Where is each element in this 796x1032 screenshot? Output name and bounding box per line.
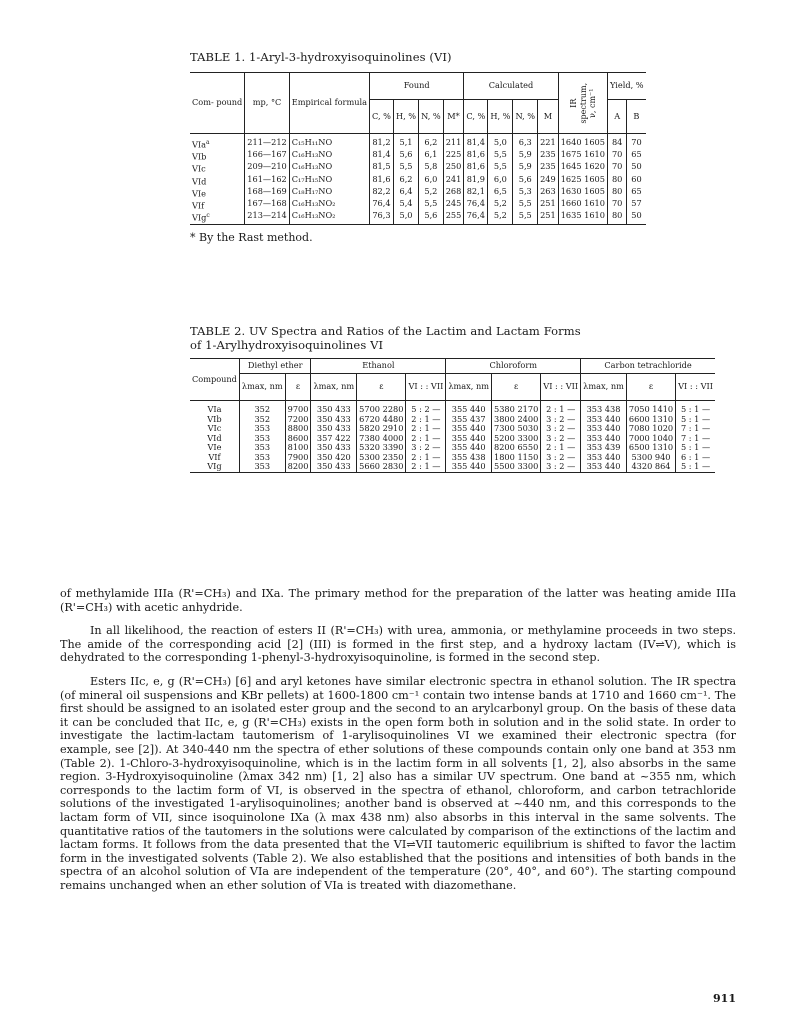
table1-cell-compound	[190, 199, 245, 211]
table1-cell-found: 6,2	[419, 134, 444, 151]
table1-cell-found: 225	[443, 150, 464, 162]
table1-header-compound: Com- pound	[190, 73, 245, 134]
table2-cell-ethanol-eps: 5300 2350	[357, 453, 406, 463]
table2-cell-ether-eps: 8200	[285, 462, 311, 472]
table1-header-formula: Empirical formula	[289, 73, 369, 134]
table2-sub-lmax: λmax, nm	[311, 374, 357, 401]
table2-cell-ccl4-ratio: 7 : 1 —	[680, 432, 711, 443]
table2-sub-eps: ε	[492, 374, 541, 401]
table1-body	[190, 134, 646, 225]
table1-cell-yield-a: 70	[607, 150, 626, 162]
table1-cell-calc: 76,4	[464, 199, 488, 211]
table2-cell-ethanol-lmax: 350 433	[311, 462, 357, 472]
table2-cell-ether-lmax: 353	[239, 424, 285, 434]
table1-sub-found-n: N, %	[419, 99, 444, 133]
table1-sub-found-c: C, %	[369, 99, 393, 133]
table1-header-ir: IR spectrum, ν, cm⁻¹	[558, 73, 607, 134]
table2-cell-ccl4-eps: 6600 1310	[626, 415, 675, 425]
table1-footnote: * By the Rast method.	[190, 230, 313, 244]
table1-cell-calc: 5,0	[488, 134, 513, 151]
table1-cell-calc: 5,3	[513, 187, 538, 199]
table1-cell-calc: 251	[538, 211, 559, 224]
table1-cell-mp: 166—167	[245, 150, 289, 162]
table1-cell-calc: 5,5	[513, 199, 538, 211]
table2-cell-ether-lmax: 353	[239, 453, 285, 463]
table2-cell-ether-eps: 8800	[285, 424, 311, 434]
table1-cell-found: 6,1	[419, 150, 444, 162]
table2-cell-ccl4-eps: 4320 864	[626, 462, 675, 472]
table2-cell-ethanol-ratio: 5 : 2 —	[406, 401, 446, 415]
table2-cell-ccl4-lmax: 353 440	[581, 453, 627, 463]
table1-cell-formula: C₁₆H₁₃NO	[289, 150, 369, 162]
table2-group-ethanol: Ethanol	[311, 359, 446, 374]
table2-cell-ccl4-lmax: 353 438	[581, 401, 627, 415]
table1-cell-found: 6,2	[393, 175, 418, 187]
table1-cell-mp: 211—212	[245, 134, 289, 151]
table1-cell-yield-b: 60	[631, 173, 642, 184]
table1-cell-mp: 161—162	[245, 175, 289, 187]
table2-cell-ethanol-lmax: 350 433	[311, 415, 357, 425]
table2-sub-eps: ε	[285, 374, 311, 401]
table2-cell-ethanol-eps: 7380 4000	[357, 434, 406, 444]
table1-cell-calc: 6,3	[513, 134, 538, 151]
table2-cell-ccl4-eps: 6500 1310	[626, 443, 675, 453]
table1-cell-calc: 5,2	[488, 211, 513, 224]
table1-cell-calc: 5,2	[488, 199, 513, 211]
table1-cell-found: 5,5	[393, 162, 418, 174]
table1-cell-found: 5,0	[393, 211, 418, 224]
table2-cell-ccl4-lmax: 353 440	[581, 424, 627, 434]
table2-cell-chloroform-eps: 1800 1150	[492, 453, 541, 463]
table1-cell-found: 81,2	[369, 134, 393, 151]
footnote-marker: c	[206, 212, 210, 220]
table2-cell-ccl4-eps: 7080 1020	[626, 424, 675, 434]
table2-cell-ethanol-ratio: 2 : 1 —	[406, 415, 446, 425]
table2-cell-compound: VIg	[190, 462, 239, 472]
table2-sub-eps: ε	[357, 374, 406, 401]
table1-caption: TABLE 1. 1-Aryl-3-hydroxyisoquinolines (VI)	[190, 50, 452, 64]
table1-cell-calc: 5,9	[513, 162, 538, 174]
table2-cell-chloroform-ratio: 2 : 1 —	[541, 401, 581, 415]
table2-cell-chloroform-lmax: 355 440	[446, 443, 492, 453]
table1-cell-ir: 1640 1605	[558, 134, 607, 151]
table1-cell-found: 5,2	[419, 187, 444, 199]
table2-cell-chloroform-lmax: 355 440	[446, 462, 492, 472]
table1-cell-compound	[190, 211, 245, 224]
table2-sub-ratio: VI : : VII	[541, 374, 581, 401]
table1-header-mp: mp, °C	[245, 73, 289, 134]
table2-cell-ethanol-eps: 6720 4480	[357, 415, 406, 425]
table2-cell-chloroform-ratio: 2 : 1 —	[541, 443, 581, 453]
table1-sub-yield-a: A	[607, 99, 626, 133]
table1-cell-calc: 6,5	[488, 187, 513, 199]
table1-cell-calc: 81,4	[464, 134, 488, 151]
table1-cell-found: 5,8	[419, 162, 444, 174]
paragraph-2: In all likelihood, the reaction of esters II (R'=CH₃) with urea, ammonia, or methylamine proceeds in two steps. The amide of the corresponding acid [2] (III) is formed in the first step, and a hydroxy lactam (IV⇌V), which is dehydrated to the corresponding 1-phenyl-3-hydroxyisoquinoline, is formed in the second step.	[60, 624, 736, 665]
table1-cell-mp: 213—214	[245, 211, 289, 224]
table1-cell-yield-b: 70	[631, 137, 642, 147]
table1-cell-found: 268	[443, 187, 464, 199]
table1-cell-found: 241	[443, 175, 464, 187]
table2-cell-ccl4-ratio: 5 : 1 —	[680, 404, 711, 414]
table1-cell-calc: 81,6	[464, 162, 488, 174]
table2-group-chloroform: Chloroform	[446, 359, 581, 374]
table1-cell-formula: C₁₆H₁₃NO	[289, 162, 369, 174]
table2-subheader-row	[190, 374, 715, 401]
table1-cell-ir: 1635 1610	[558, 211, 607, 224]
table2-cell-ccl4-eps: 7050 1410	[626, 401, 675, 415]
table2-cell-chloroform-lmax: 355 438	[446, 453, 492, 463]
table2-sub-lmax: λmax, nm	[581, 374, 627, 401]
table1-cell-found: 5,5	[419, 199, 444, 211]
table2-cell-chloroform-eps: 5200 3300	[492, 434, 541, 444]
table2-cell-ccl4-lmax: 353 439	[581, 443, 627, 453]
table1-cell-mp: 167—168	[245, 199, 289, 211]
table1-cell-calc: 82,1	[464, 187, 488, 199]
table1-sub-found-m: M*	[443, 99, 464, 133]
table2-group-ether: Diethyl ether	[239, 359, 311, 374]
table2-cell-chloroform-eps: 5380 2170	[492, 401, 541, 415]
table2-cell-ethanol-ratio: 2 : 1 —	[406, 424, 446, 434]
table1-cell-compound	[190, 187, 245, 199]
table2-cell-compound: VIb	[190, 415, 239, 425]
table1-cell-calc: 5,5	[488, 162, 513, 174]
table1-row	[190, 162, 646, 174]
table2-cell-chloroform-lmax: 355 437	[446, 415, 492, 425]
footnote-marker: a	[206, 139, 210, 146]
table1-cell-ir: 1625 1605	[558, 175, 607, 187]
table2-cell-ethanol-lmax: 350 433	[311, 401, 357, 415]
table1-cell-found: 245	[443, 199, 464, 211]
table1-cell-found: 81,5	[369, 162, 393, 174]
table1-cell-compound	[190, 162, 245, 174]
compound-name: VIf	[192, 200, 205, 211]
table1-cell-calc: 6,0	[488, 175, 513, 187]
table2-cell-chloroform-lmax: 355 440	[446, 424, 492, 434]
table2-cell-ethanol-ratio: 2 : 1 —	[406, 453, 446, 463]
table1-cell-found: 250	[443, 162, 464, 174]
table1-cell-yield-b: 50	[627, 211, 646, 224]
compound-name: VIe	[192, 188, 206, 199]
table2-cell-ccl4-ratio: 5 : 1 —	[680, 442, 711, 452]
table2-cell-chloroform-eps: 8200 6550	[492, 443, 541, 453]
table1-cell-found: 6,0	[419, 175, 444, 187]
table2-cell-compound: VIc	[190, 424, 239, 434]
table2-body	[190, 401, 715, 473]
table2-cell-ethanol-lmax: 350 433	[311, 424, 357, 434]
table2-cell-ccl4-lmax: 353 440	[581, 462, 627, 472]
table2-cell-ethanol-ratio: 2 : 1 —	[406, 434, 446, 444]
table2-cell-ethanol-ratio: 2 : 1 —	[406, 462, 446, 472]
table1-cell-calc: 5,6	[513, 175, 538, 187]
compound-name: VIc	[192, 164, 206, 175]
table2-cell-ccl4-eps: 7000 1040	[626, 434, 675, 444]
table2-cell-ccl4-ratio: 5 : 1 —	[680, 413, 711, 424]
page-number: 911	[713, 992, 736, 1005]
table1-cell-calc: 5,9	[513, 150, 538, 162]
table1-cell-found: 255	[443, 211, 464, 224]
table2-cell-ether-eps: 8600	[285, 434, 311, 444]
table1-cell-ir: 1675 1610	[558, 150, 607, 162]
table1-cell-yield-b: 65	[631, 185, 642, 196]
compound-name: VIg	[192, 213, 207, 224]
compound-name: VIb	[192, 151, 207, 162]
table2-sub-lmax: λmax, nm	[446, 374, 492, 401]
table1-cell-calc: 5,5	[513, 211, 538, 224]
table1-header-yield: Yield, %	[607, 73, 645, 100]
table2-cell-ether-eps: 7900	[285, 453, 311, 463]
table1-cell-found: 76,3	[369, 211, 393, 224]
table2-cell-ccl4-eps: 5300 940	[626, 453, 675, 463]
table1-section	[190, 50, 644, 244]
table1-cell-yield-a: 80	[607, 211, 626, 224]
table1-cell-compound	[190, 150, 245, 162]
table2-sub-ratio: VI : : VII	[406, 374, 446, 401]
table2-sub-ratio: VI : : VII	[676, 374, 715, 401]
table1-cell-found: 81,4	[369, 150, 393, 162]
table1-cell-yield-b: 57	[631, 198, 642, 209]
table1-cell-yield-a: 84	[607, 134, 626, 151]
table2-cell-ccl4-ratio: 7 : 1 —	[680, 423, 711, 433]
table1-cell-found: 5,6	[393, 150, 418, 162]
table2-cell-chloroform-eps: 7300 5030	[492, 424, 541, 434]
table2-cell-ether-lmax: 353	[239, 443, 285, 453]
table2-cell-chloroform-ratio: 3 : 2 —	[541, 453, 581, 463]
table1-cell-yield-a: 70	[607, 199, 626, 211]
table2-cell-chloroform-eps: 3800 2400	[492, 415, 541, 425]
table2-cell-chloroform-ratio: 3 : 2 —	[541, 462, 581, 472]
table2-cell-compound: VIe	[190, 443, 239, 453]
table1-cell-calc: 235	[538, 162, 559, 174]
table2-row	[190, 401, 715, 415]
table1-cell-calc: 249	[538, 175, 559, 187]
table1-cell-found: 82,2	[369, 187, 393, 199]
table1-cell-yield-a: 80	[607, 175, 626, 187]
table2-cell-ethanol-ratio: 3 : 2 —	[406, 443, 446, 453]
table2-cell-ethanol-eps: 5660 2830	[357, 462, 406, 472]
table1-row	[190, 134, 646, 151]
table1-cell-found: 81,6	[369, 175, 393, 187]
paragraph-3: Esters IIc, e, g (R'=CH₃) [6] and aryl ketones have similar electronic spectra in ethanol solution. The IR spectra (of mineral oil suspensions and KBr pellets) at 1600-1800 cm⁻¹ contain two intense bands at 1710 and 1660 cm⁻¹. The first should be assigned to an isolated ester group and the second to an arylcarbonyl group. On the basis of these data it can be concluded that IIc, e, g (R'=CH₃) exists in the open form both in solution and in the solid state. In order to investigate the lactim-lactam tautomerism of 1-arylisoquinolines VI we examined their electronic spectra (for example, see [2]). At 340-440 nm the spectra of ether solutions of these compounds contain only one band at 353 nm (Table 2). 1-Chloro-3-hydroxyisoquinoline, which is in the lactim form in all solvents [1, 2], also absorbs in the same region. 3-Hydroxyisoquinoline (λmax 342 nm) [1, 2] also has a similar UV spectrum. One band at ~355 nm, which corresponds to the lactim form of VI, is observed in the spectra of ethanol, chloroform, and carbon tetrachloride solutions of the investigated 1-arylisoquinolines; another band is observed at ~440 nm, and this corresponds to the lactam form of VII, since isoquinolone IXa (λ max 438 nm) also absorbs in this interval in the same solvents. The quantitative ratios of the tautomers in the solutions were calculated by comparison of the extinctions of the lactim and lactam forms. It follows from the data presented that the VI⇌VII tautomeric equilibrium is shifted to favor the lactim form in the investigated solvents (Table 2). We also established that the positions and intensities of both bands in the spectra of an alcohol solution of VIa are independent of the temperature (20°, 40°, and 60°). The starting compound remains unchanged when an ether solution of VIa is treated with diazomethane.	[60, 674, 736, 892]
table1-cell-mp: 168—169	[245, 187, 289, 199]
table2-cell-ether-eps: 7200	[285, 415, 311, 425]
table2-cell-ether-lmax: 352	[239, 401, 285, 415]
table1-sub-calc-m: M	[538, 99, 559, 133]
table2-cell-chloroform-ratio: 3 : 2 —	[541, 415, 581, 425]
table2-section	[190, 324, 713, 473]
table1-sub-calc-h: H, %	[488, 99, 513, 133]
table2-cell-compound: VIf	[190, 453, 239, 463]
table2-cell-ethanol-eps: 5320 3390	[357, 443, 406, 453]
table2-caption: TABLE 2. UV Spectra and Ratios of the Lactim and Lactam Forms of 1-Arylhydroxyisoquinolines VI	[190, 324, 581, 352]
table1-sub-calc-n: N, %	[513, 99, 538, 133]
compound-name: VId	[192, 176, 207, 187]
table2-cell-chloroform-ratio: 3 : 2 —	[541, 434, 581, 444]
table2-cell-chloroform-eps: 5500 3300	[492, 462, 541, 472]
table1-cell-calc: 235	[538, 150, 559, 162]
table2-cell-ethanol-lmax: 350 420	[311, 453, 357, 463]
table1-cell-formula: C₁₇H₁₅NO	[289, 175, 369, 187]
table1-cell-calc: 5,5	[488, 150, 513, 162]
table2-cell-compound: VId	[190, 434, 239, 444]
table2-cell-ether-eps: 8100	[285, 443, 311, 453]
table1-cell-calc: 263	[538, 187, 559, 199]
table1-cell-compound	[190, 175, 245, 187]
table1-sub-calc-c: C, %	[464, 99, 488, 133]
table2-cell-ccl4-ratio: 5 : 1 —	[676, 462, 715, 472]
table2-cell-chloroform-lmax: 355 440	[446, 401, 492, 415]
table1-cell-yield-b: 50	[631, 161, 642, 172]
table1-cell-found: 76,4	[369, 199, 393, 211]
table1-cell-found: 211	[443, 134, 464, 151]
table1-cell-calc: 81,6	[464, 150, 488, 162]
table2-cell-compound: VIa	[190, 401, 239, 415]
table1-cell-calc: 221	[538, 134, 559, 151]
table2-cell-ccl4-ratio: 6 : 1 —	[680, 451, 711, 462]
table1-cell-yield-b: 65	[631, 149, 642, 160]
table1-cell-ir: 1645 1620	[558, 162, 607, 174]
table1-header-calculated: Calculated	[464, 73, 558, 100]
table2-cell-ccl4-lmax: 353 440	[581, 434, 627, 444]
table1-cell-formula: C₁₆H₁₃NO₂	[289, 211, 369, 224]
table2-cell-ether-lmax: 353	[239, 462, 285, 472]
table2-cell-chloroform-lmax: 355 440	[446, 434, 492, 444]
compound-name: VIa	[192, 139, 207, 150]
table1-cell-compound	[190, 134, 245, 151]
table2-cell-ethanol-lmax: 357 422	[311, 434, 357, 444]
table1-cell-yield-a: 80	[607, 187, 626, 199]
table1-cell-found: 5,6	[419, 211, 444, 224]
table2-cell-ether-lmax: 352	[239, 415, 285, 425]
body-text	[60, 587, 736, 892]
table1-cell-found: 5,4	[393, 199, 418, 211]
table2-sub-eps: ε	[626, 374, 675, 401]
table1-cell-ir: 1660 1610	[558, 199, 607, 211]
table1-cell-formula: C₁₈H₁₇NO	[289, 187, 369, 199]
table1-cell-formula: C₁₆H₁₃NO₂	[289, 199, 369, 211]
table1-cell-calc: 76,4	[464, 211, 488, 224]
table2-cell-chloroform-ratio: 3 : 2 —	[541, 424, 581, 434]
paragraph-1: of methylamide IIIa (R'=CH₃) and IXa. The primary method for the preparation of the latter was heating amide IIIa (R'=CH₃) with acetic anhydride.	[60, 587, 736, 614]
table1-header-found: Found	[369, 73, 463, 100]
table1-sub-found-h: H, %	[393, 99, 418, 133]
table1	[190, 72, 646, 225]
table1-cell-calc: 251	[538, 199, 559, 211]
table2-cell-ether-eps: 9700	[285, 401, 311, 415]
table2-sub-lmax: λmax, nm	[239, 374, 285, 401]
table2-cell-ccl4-lmax: 353 440	[581, 415, 627, 425]
table1-cell-found: 5,1	[393, 134, 418, 151]
table1-cell-calc: 81,9	[464, 175, 488, 187]
table2-header-compound: Compound	[190, 359, 239, 401]
table1-row	[190, 211, 646, 224]
table2-row	[190, 462, 715, 472]
table2-group-ccl4: Carbon tetrachloride	[581, 359, 715, 374]
table1-cell-yield-a: 70	[607, 162, 626, 174]
table2-cell-ether-lmax: 353	[239, 434, 285, 444]
table2-cell-ethanol-eps: 5700 2280	[357, 401, 406, 415]
table2	[190, 358, 715, 473]
table1-cell-found: 6,4	[393, 187, 418, 199]
table1-cell-ir: 1630 1605	[558, 187, 607, 199]
table1-cell-formula: C₁₅H₁₁NO	[289, 134, 369, 151]
table1-sub-yield-b: B	[627, 99, 646, 133]
table2-cell-ethanol-lmax: 350 433	[311, 443, 357, 453]
table2-cell-ethanol-eps: 5820 2910	[357, 424, 406, 434]
table1-cell-mp: 209—210	[245, 162, 289, 174]
